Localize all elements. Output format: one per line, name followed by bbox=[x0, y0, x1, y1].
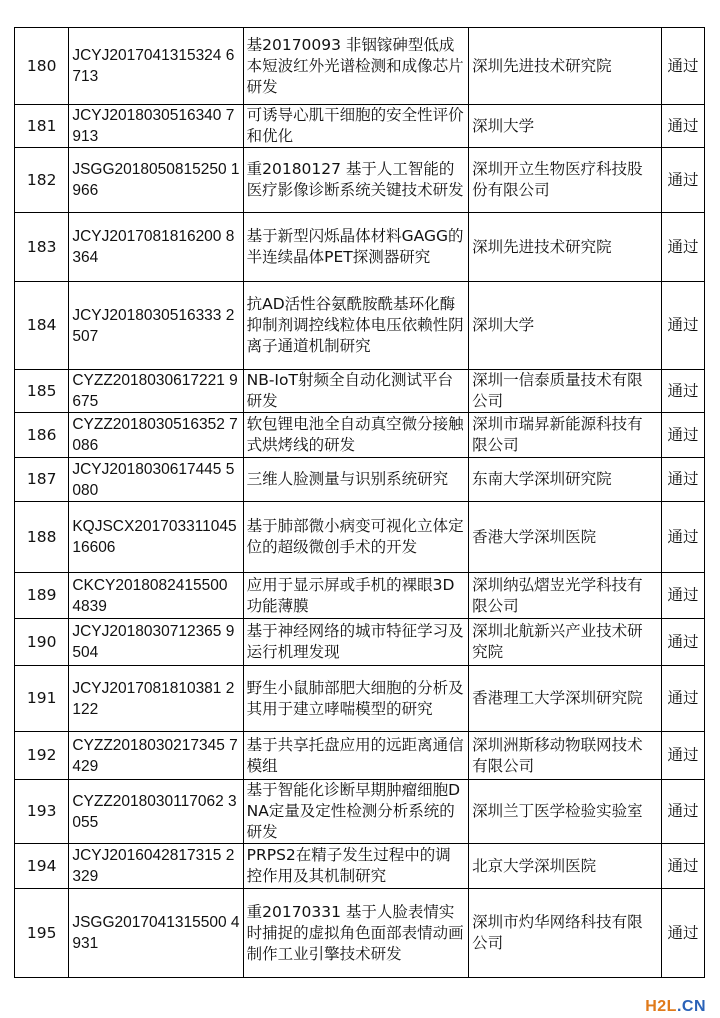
organization: 深圳大学 bbox=[469, 282, 662, 370]
review-status: 通过 bbox=[661, 666, 704, 732]
review-status: 通过 bbox=[661, 28, 704, 105]
review-status: 通过 bbox=[661, 148, 704, 213]
row-number: 185 bbox=[15, 370, 69, 413]
review-status: 通过 bbox=[661, 458, 704, 502]
project-code: JCYJ2016042817315 2329 bbox=[69, 844, 243, 889]
project-code: JCYJ2018030617445 5080 bbox=[69, 458, 243, 502]
row-number: 194 bbox=[15, 844, 69, 889]
row-number: 184 bbox=[15, 282, 69, 370]
review-status: 通过 bbox=[661, 619, 704, 666]
row-number: 190 bbox=[15, 619, 69, 666]
project-title: 三维人脸测量与识别系统研究 bbox=[243, 458, 469, 502]
organization: 深圳洲斯移动物联网技术有限公司 bbox=[469, 732, 662, 780]
project-code: CYZZ2018030117062 3055 bbox=[69, 780, 243, 844]
project-title: 重20180127 基于人工智能的医疗影像诊断系统关键技术研发 bbox=[243, 148, 469, 213]
project-code: CYZZ2018030516352 7086 bbox=[69, 413, 243, 458]
review-status: 通过 bbox=[661, 573, 704, 619]
organization: 深圳纳弘熠岦光学科技有限公司 bbox=[469, 573, 662, 619]
project-code: CKCY2018082415500 4839 bbox=[69, 573, 243, 619]
project-code: JCYJ2018030516340 7913 bbox=[69, 105, 243, 148]
row-number: 189 bbox=[15, 573, 69, 619]
project-title: 基于智能化诊断早期肿瘤细胞DNA定量及定性检测分析系统的研发 bbox=[243, 780, 469, 844]
project-title: 基于新型闪烁晶体材料GAGG的半连续晶体PET探测器研究 bbox=[243, 213, 469, 282]
review-status: 通过 bbox=[661, 889, 704, 978]
project-code: CYZZ2018030217345 7429 bbox=[69, 732, 243, 780]
row-number: 180 bbox=[15, 28, 69, 105]
project-code: JCYJ2017041315324 6713 bbox=[69, 28, 243, 105]
project-title: 可诱导心肌干细胞的安全性评价和优化 bbox=[243, 105, 469, 148]
project-title: NB-IoT射频全自动化测试平台研发 bbox=[243, 370, 469, 413]
project-code: JSGG2017041315500 4931 bbox=[69, 889, 243, 978]
project-code: JSGG2018050815250 1966 bbox=[69, 148, 243, 213]
table-row bbox=[15, 619, 705, 666]
watermark-part1: H2L bbox=[645, 998, 677, 1015]
row-number: 192 bbox=[15, 732, 69, 780]
project-title: 抗AD活性谷氨酰胺酰基环化酶抑制剂调控线粒体电压依赖性阴离子通道机制研究 bbox=[243, 282, 469, 370]
results-table bbox=[14, 27, 705, 978]
organization: 深圳兰丁医学检验实验室 bbox=[469, 780, 662, 844]
row-number: 181 bbox=[15, 105, 69, 148]
review-status: 通过 bbox=[661, 844, 704, 889]
organization: 北京大学深圳医院 bbox=[469, 844, 662, 889]
review-status: 通过 bbox=[661, 370, 704, 413]
results-table-body bbox=[15, 28, 705, 978]
organization: 深圳北航新兴产业技术研究院 bbox=[469, 619, 662, 666]
project-code: JCYJ2017081816200 8364 bbox=[69, 213, 243, 282]
table-row bbox=[15, 413, 705, 458]
row-number: 183 bbox=[15, 213, 69, 282]
table-row bbox=[15, 370, 705, 413]
table-row bbox=[15, 780, 705, 844]
row-number: 186 bbox=[15, 413, 69, 458]
project-title: 软包锂电池全自动真空微分接触式烘烤线的研发 bbox=[243, 413, 469, 458]
table-row bbox=[15, 502, 705, 573]
organization: 深圳大学 bbox=[469, 105, 662, 148]
row-number: 191 bbox=[15, 666, 69, 732]
project-code: JCYJ2018030516333 2507 bbox=[69, 282, 243, 370]
table-row bbox=[15, 105, 705, 148]
table-row bbox=[15, 282, 705, 370]
organization: 深圳先进技术研究院 bbox=[469, 28, 662, 105]
review-status: 通过 bbox=[661, 780, 704, 844]
site-watermark bbox=[645, 998, 706, 1016]
table-row bbox=[15, 732, 705, 780]
row-number: 193 bbox=[15, 780, 69, 844]
project-title: 基于肺部微小病变可视化立体定位的超级微创手术的开发 bbox=[243, 502, 469, 573]
organization: 东南大学深圳研究院 bbox=[469, 458, 662, 502]
project-title: 野生小鼠肺部肥大细胞的分析及其用于建立哮喘模型的研究 bbox=[243, 666, 469, 732]
organization: 深圳市瑞昇新能源科技有限公司 bbox=[469, 413, 662, 458]
review-status: 通过 bbox=[661, 502, 704, 573]
review-status: 通过 bbox=[661, 732, 704, 780]
table-row bbox=[15, 213, 705, 282]
table-row bbox=[15, 573, 705, 619]
table-row bbox=[15, 666, 705, 732]
project-title: PRPS2在精子发生过程中的调控作用及其机制研究 bbox=[243, 844, 469, 889]
watermark-part2: .CN bbox=[676, 998, 706, 1015]
review-status: 通过 bbox=[661, 413, 704, 458]
review-status: 通过 bbox=[661, 213, 704, 282]
organization: 香港大学深圳医院 bbox=[469, 502, 662, 573]
project-title: 重20170331 基于人脸表情实时捕捉的虚拟角色面部表情动画制作工业引擎技术研发 bbox=[243, 889, 469, 978]
project-title: 基于神经网络的城市特征学习及运行机理发现 bbox=[243, 619, 469, 666]
review-status: 通过 bbox=[661, 105, 704, 148]
row-number: 187 bbox=[15, 458, 69, 502]
organization: 深圳先进技术研究院 bbox=[469, 213, 662, 282]
project-title: 应用于显示屏或手机的裸眼3D功能薄膜 bbox=[243, 573, 469, 619]
table-row bbox=[15, 458, 705, 502]
project-code: JCYJ2018030712365 9504 bbox=[69, 619, 243, 666]
project-code: CYZZ2018030617221 9675 bbox=[69, 370, 243, 413]
row-number: 182 bbox=[15, 148, 69, 213]
project-code: JCYJ2017081810381 2122 bbox=[69, 666, 243, 732]
review-status: 通过 bbox=[661, 282, 704, 370]
table-row bbox=[15, 844, 705, 889]
project-title: 基20170093 非铟镓砷型低成本短波红外光谱检测和成像芯片研发 bbox=[243, 28, 469, 105]
table-row bbox=[15, 148, 705, 213]
organization: 深圳开立生物医疗科技股份有限公司 bbox=[469, 148, 662, 213]
organization: 香港理工大学深圳研究院 bbox=[469, 666, 662, 732]
row-number: 195 bbox=[15, 889, 69, 978]
table-row bbox=[15, 889, 705, 978]
table-row bbox=[15, 28, 705, 105]
row-number: 188 bbox=[15, 502, 69, 573]
organization: 深圳市灼华网络科技有限公司 bbox=[469, 889, 662, 978]
project-code: KQJSCX20170331104516606 bbox=[69, 502, 243, 573]
project-title: 基于共享托盘应用的远距离通信模组 bbox=[243, 732, 469, 780]
organization: 深圳一信泰质量技术有限公司 bbox=[469, 370, 662, 413]
